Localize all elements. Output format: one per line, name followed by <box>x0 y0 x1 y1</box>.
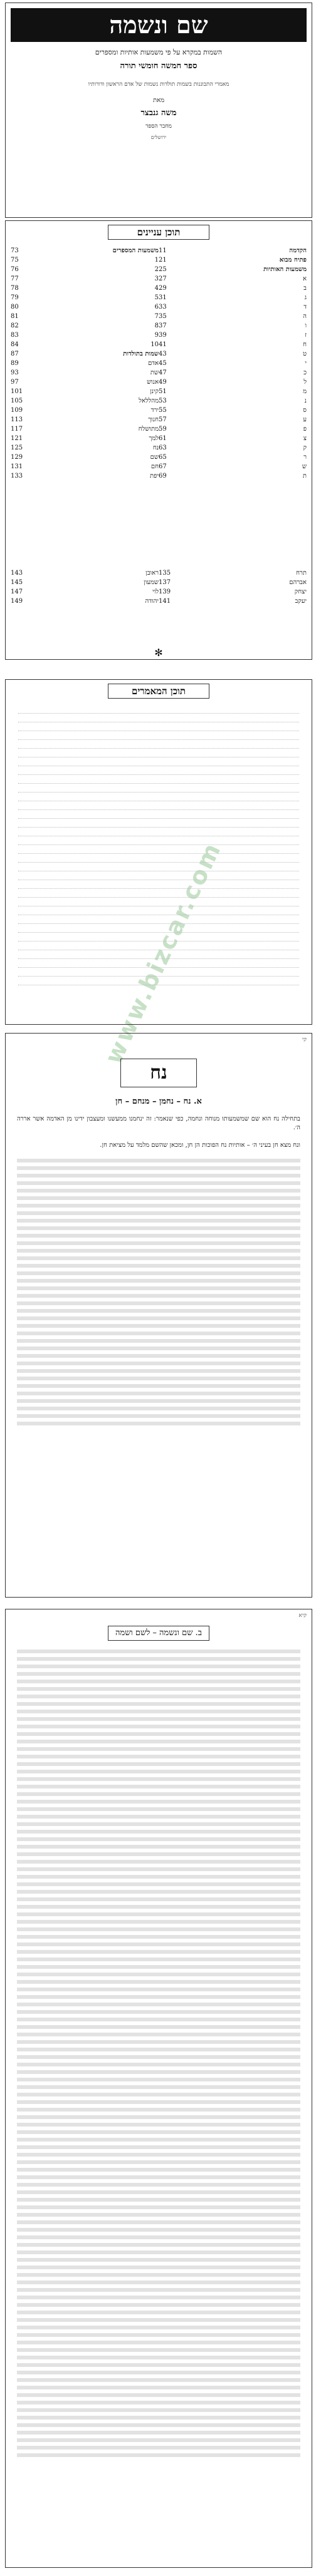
toc-entry-page: 81 <box>11 313 19 320</box>
second-text-page <box>5 1609 312 2568</box>
toc-entry <box>11 293 159 302</box>
toc-entry-title: פתיח מבוא <box>279 257 307 264</box>
toc-entry-page: 45 <box>159 360 167 367</box>
toc-entry <box>159 434 307 443</box>
toc-entry-title: הקדמה <box>289 247 307 254</box>
page-number: קיא <box>298 1613 307 1619</box>
toc-entry-page: 27 <box>159 275 167 282</box>
toc-entry-title: ראובן <box>145 570 159 577</box>
toc-entry-page: 47 <box>159 369 167 376</box>
page-number: קי <box>302 1037 307 1043</box>
paragraph: ונח מצא חן בעיני ה׳ – אותיות נח הפוכות הן חן, ומכאן שהשם מלמד על מציאת חן. <box>100 1142 300 1149</box>
toc-entry-title: לוי <box>152 588 159 595</box>
toc-entry-title: יעקב <box>295 598 307 605</box>
toc-entry-title: פ <box>303 426 307 433</box>
toc-entry <box>11 340 159 349</box>
toc-entry <box>159 274 307 284</box>
toc-entry-page: 57 <box>159 416 167 423</box>
toc-entry-title: שמות בתולדות <box>123 351 159 357</box>
toc-bottom-left <box>11 568 159 606</box>
book-subtitle-2: ספר חמשה חומשי תורה <box>120 61 198 71</box>
toc-entry <box>11 415 159 424</box>
toc-entry <box>159 453 307 462</box>
toc-entry-title: ט <box>302 351 307 357</box>
toc-entry-page: 139 <box>159 588 171 595</box>
toc-entry-title: ז <box>305 332 307 339</box>
toc-entry-page: 65 <box>159 454 167 461</box>
toc-entry-title: ד <box>303 304 307 310</box>
toc-entry <box>11 443 159 453</box>
toc-entry-page: 87 <box>11 351 19 357</box>
star-divider: ✻ <box>154 647 163 659</box>
toc-entry-title: תרח <box>296 570 307 577</box>
toc-entry-title: מ <box>303 388 307 395</box>
toc-entry-title: מהללאל <box>139 398 159 404</box>
toc-entry <box>11 274 159 284</box>
toc-entry <box>159 568 307 578</box>
text-lines <box>17 1159 300 1425</box>
toc-entry <box>159 265 307 274</box>
toc-entry <box>159 578 307 587</box>
toc-entry-title: 3 <box>154 275 159 282</box>
toc-entry-page: 80 <box>11 304 19 310</box>
book-subtitle: השמות במקרא על פי משמעות אותיות ומספרים <box>95 48 223 56</box>
toc-entry-title: י <box>305 360 307 367</box>
toc-entry-title: ש <box>302 463 307 470</box>
toc-entry <box>159 396 307 406</box>
toc-entry-title: משמעות המספרים <box>112 247 159 254</box>
toc-entry-page: 113 <box>11 416 23 423</box>
toc-entry-title: אברהם <box>289 579 307 586</box>
toc-entry-page: 133 <box>11 473 23 480</box>
toc-entry <box>159 359 307 368</box>
toc-entry <box>159 293 307 302</box>
toc-entry <box>11 359 159 368</box>
toc-entry-page: 37 <box>159 322 167 329</box>
toc-entry-title: ע <box>303 416 307 423</box>
toc-entry-title: צ <box>303 435 307 442</box>
toc-entry-page: 117 <box>11 426 23 433</box>
toc-entry-page: 109 <box>11 407 23 414</box>
book-title: שם ונשמה <box>11 8 307 42</box>
toc-entry-title: 2 <box>154 266 159 273</box>
toc-entry-page: 77 <box>11 275 19 282</box>
toc-entry-title: ל <box>303 379 307 386</box>
table-of-contents <box>5 220 312 660</box>
toc-entry-page: 51 <box>159 388 167 395</box>
author-title: מחבר הספר <box>145 123 172 130</box>
toc-entry-page: 41 <box>159 341 167 348</box>
author-name: משה גנבצר <box>140 108 177 118</box>
toc-entry <box>11 302 159 312</box>
chapter-title: נח <box>120 1059 197 1087</box>
toc-entry-title: 4 <box>154 285 159 292</box>
toc-entry-page: 29 <box>159 285 167 292</box>
toc-entry <box>11 255 159 265</box>
toc-entry <box>11 587 159 597</box>
toc-entry <box>11 406 159 415</box>
toc-entry-title: נח <box>152 444 159 451</box>
toc-entry <box>11 377 159 387</box>
toc-entry-title: משמעות האותיות <box>263 266 307 273</box>
toc-entry <box>11 471 159 481</box>
articles-lines <box>18 705 299 985</box>
toc-title: תוכן עניינים <box>108 225 209 240</box>
toc-entry-page: 78 <box>11 285 19 292</box>
toc-entry-page: 137 <box>159 579 171 586</box>
toc-entry-title: למך <box>149 435 159 442</box>
toc-entry-title: שם <box>150 454 159 461</box>
toc-entry-title: ר <box>303 454 307 461</box>
toc-entry <box>159 443 307 453</box>
toc-entry-page: 31 <box>159 294 167 301</box>
toc-entry-page: 97 <box>11 379 19 386</box>
toc-entry-page: 43 <box>159 351 167 357</box>
toc-entry <box>159 387 307 396</box>
toc-entry-page: 61 <box>159 435 167 442</box>
toc-entry-title: חם <box>150 463 159 470</box>
author-prefix: מאת <box>152 97 165 104</box>
toc-entry-page: 93 <box>11 369 19 376</box>
articles-title: תוכן המאמרים <box>108 684 209 699</box>
toc-entry <box>159 246 307 255</box>
toc-entry <box>159 377 307 387</box>
toc-entry <box>11 331 159 340</box>
toc-entry-page: 149 <box>11 598 23 605</box>
toc-entry <box>159 471 307 481</box>
toc-entry <box>159 340 307 349</box>
toc-entry <box>11 312 159 321</box>
toc-entry-page: 83 <box>11 332 19 339</box>
toc-entry-page: 129 <box>11 454 23 461</box>
toc-entry-page: 59 <box>159 426 167 433</box>
toc-entry-page: 76 <box>11 266 19 273</box>
toc-entry-title: 10 <box>150 341 159 348</box>
toc-entry-page: 25 <box>159 266 167 273</box>
toc-entry-page: 73 <box>11 247 19 254</box>
toc-entry-page: 69 <box>159 473 167 480</box>
toc-entry-page: 63 <box>159 444 167 451</box>
toc-entry <box>159 331 307 340</box>
toc-entry-title: ק <box>303 444 307 451</box>
toc-entry-page: 145 <box>11 579 23 586</box>
toc-entry-title: 7 <box>154 313 159 320</box>
toc-entry <box>159 424 307 434</box>
toc-entry <box>159 406 307 415</box>
toc-bottom-right <box>159 568 307 606</box>
toc-entry-page: 35 <box>159 313 167 320</box>
toc-entry <box>159 312 307 321</box>
toc-entry-title: ב <box>303 285 307 292</box>
title-page <box>5 3 312 218</box>
main-text-page <box>5 1033 312 1598</box>
toc-entry-title: ת <box>302 473 307 480</box>
toc-entry-page: 141 <box>159 598 171 605</box>
toc-entry-title: 6 <box>154 304 159 310</box>
toc-entry-title: מתושלח <box>138 426 159 433</box>
toc-entry <box>159 587 307 597</box>
toc-entry <box>159 284 307 293</box>
toc-entry <box>11 284 159 293</box>
toc-entry-title: 5 <box>154 294 159 301</box>
toc-entry-page: 135 <box>159 570 171 577</box>
section-heading: א. נח – נחמן – מנחם – חן <box>115 1097 202 1106</box>
toc-entry <box>11 368 159 377</box>
toc-entry <box>11 349 159 359</box>
text-lines <box>17 1650 300 2457</box>
toc-entry <box>11 246 159 255</box>
toc-entry-title: יפת <box>150 473 159 480</box>
toc-entry <box>11 424 159 434</box>
toc-entry-title: 1 <box>154 257 159 264</box>
toc-entry-page: 121 <box>11 435 23 442</box>
watermark: www.bizcar.com <box>99 837 227 1069</box>
toc-entry <box>11 453 159 462</box>
toc-entry <box>159 349 307 359</box>
toc-entry-title: ה <box>303 313 307 320</box>
toc-entry-title: ו <box>305 322 307 329</box>
toc-entry-page: 55 <box>159 407 167 414</box>
toc-entry <box>11 265 159 274</box>
toc-entry-page: 143 <box>11 570 23 577</box>
toc-entry-title: 9 <box>154 332 159 339</box>
title-description: מאמרי התבוננות בשמות תולדות נשמות של אדם הראשון ודורותיו <box>88 81 229 88</box>
toc-entry-page: 82 <box>11 322 19 329</box>
toc-entry-page: 39 <box>159 332 167 339</box>
toc-entry <box>11 321 159 331</box>
toc-column-left <box>11 246 159 481</box>
toc-entry-title: כ <box>303 369 307 376</box>
publisher-city: ירושלים <box>150 135 167 140</box>
toc-entry-title: 8 <box>154 322 159 329</box>
toc-entry-title: יצחק <box>294 588 307 595</box>
toc-entry <box>159 597 307 606</box>
toc-entry <box>159 462 307 471</box>
toc-entry <box>11 578 159 587</box>
toc-entry-page: 131 <box>11 463 23 470</box>
toc-entry-title: שמעון <box>144 579 159 586</box>
toc-entry-page: 11 <box>159 247 167 254</box>
toc-entry <box>159 415 307 424</box>
toc-entry-title: ס <box>303 407 307 414</box>
toc-entry-page: 53 <box>159 398 167 404</box>
toc-entry-title: שת <box>150 369 159 376</box>
toc-entry-page: 125 <box>11 444 23 451</box>
toc-entry <box>159 368 307 377</box>
toc-entry-page: 105 <box>11 398 23 404</box>
toc-entry <box>11 462 159 471</box>
toc-entry-title: ח <box>303 341 307 348</box>
toc-entry-page: 33 <box>159 304 167 310</box>
toc-entry-page: 75 <box>11 257 19 264</box>
toc-entry-title: חנוך <box>148 416 159 423</box>
toc-entry-page: 21 <box>159 257 167 264</box>
toc-entry-title: אנוש <box>147 379 159 386</box>
toc-entry <box>11 387 159 396</box>
toc-entry <box>11 434 159 443</box>
paragraph: בתחילה נח הוא שם שמשמעותו מנוחה ונחמה, כפי שנאמר: זה ינחמנו ממעשנו ומעצבון ידינו מן האדמה אשר אררה ה׳. <box>17 1116 300 1131</box>
toc-entry-page: 49 <box>159 379 167 386</box>
section-heading: ב. שם ונשמה – לשם ושמה <box>108 1626 209 1641</box>
toc-entry-page: 89 <box>11 360 19 367</box>
toc-entry-title: יהודה <box>145 598 159 605</box>
toc-entry-page: 84 <box>11 341 19 348</box>
toc-entry <box>11 597 159 606</box>
toc-entry-page: 101 <box>11 388 23 395</box>
toc-entry-title: נ <box>304 398 307 404</box>
toc-entry-title: קינן <box>150 388 159 395</box>
toc-entry-page: 147 <box>11 588 23 595</box>
toc-entry <box>159 302 307 312</box>
toc-entry <box>11 568 159 578</box>
toc-entry <box>159 255 307 265</box>
toc-entry-title: א <box>302 275 307 282</box>
toc-entry-title: ירד <box>150 407 159 414</box>
toc-entry-page: 67 <box>159 463 167 470</box>
toc-column-right <box>159 246 307 481</box>
toc-entry-title: ג <box>304 294 307 301</box>
toc-entry-title: אדם <box>147 360 159 367</box>
toc-entry <box>11 396 159 406</box>
toc-entry <box>159 321 307 331</box>
toc-entry-page: 79 <box>11 294 19 301</box>
articles-contents <box>5 679 312 1025</box>
